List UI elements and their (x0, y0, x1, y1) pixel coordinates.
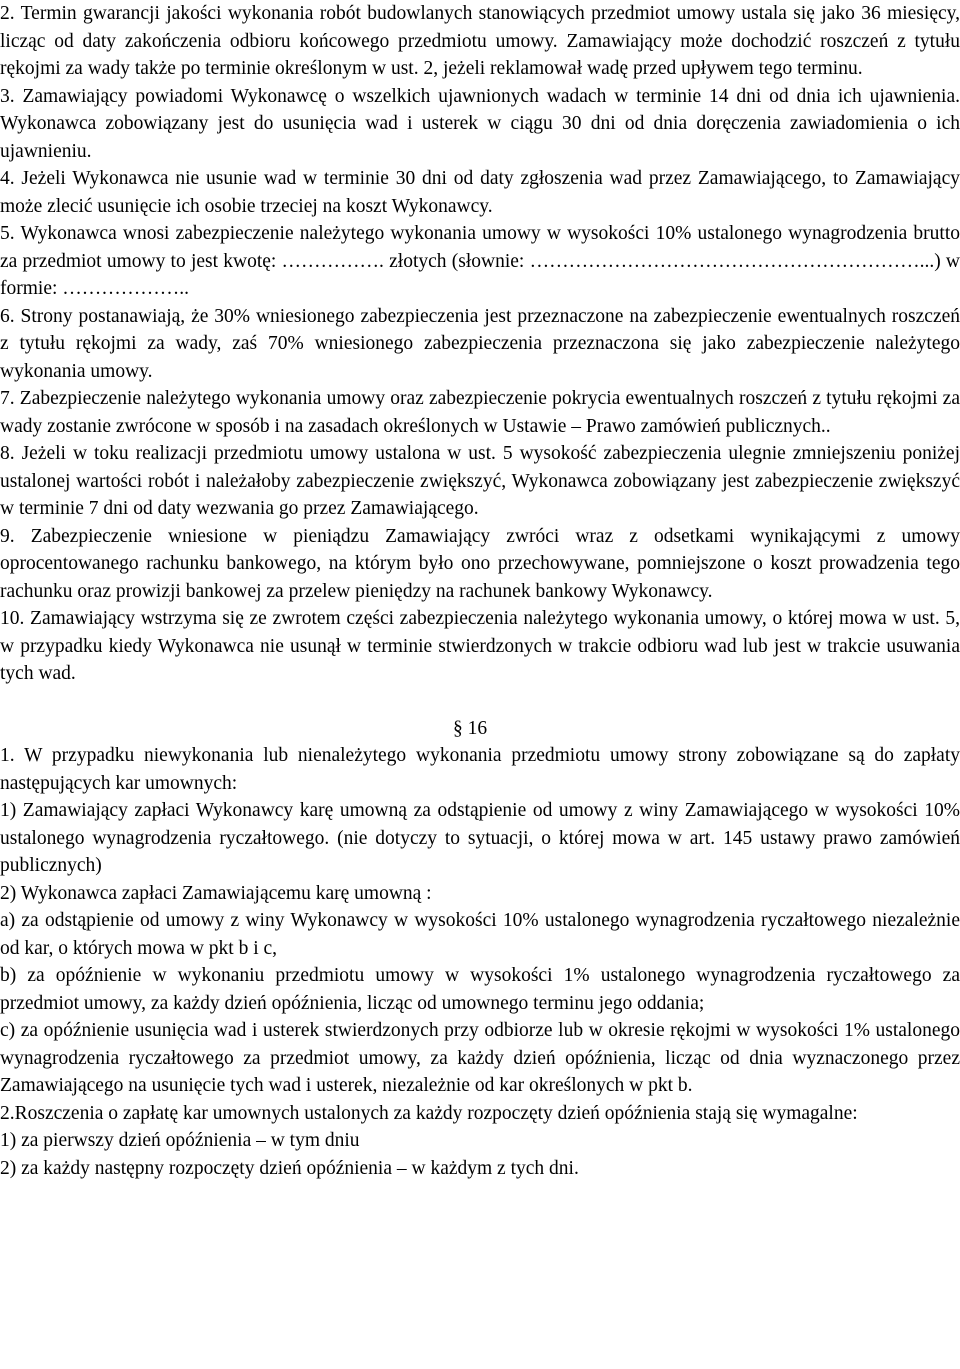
paragraph-performance-security: 5. Wykonawca wnosi zabezpieczenie należytego wykonania umowy w wysokości 10% ustalonego wynagrodzenia brutto za przedmiot umowy to jest kwotę: ……………. złotych (słownie: ……………………………………………………...) w formie: ……………….. (0, 223, 960, 299)
paragraph-penalty-b: b) za opóźnienie w wykonaniu przedmiotu umowy w wysokości 1% ustalonego wynagrodzenia ryczałtowego za przedmiot umowy, za każdy dzień opóźnienia, licząc od umownego terminu jego oddania; (0, 965, 960, 1014)
paragraph-penalty-contractor: 2) Wykonawca zapłaci Zamawiającemu karę umowną : (0, 882, 432, 904)
paragraph-defect-notification: 3. Zamawiający powiadomi Wykonawcę o wszelkich ujawnionych wadach w terminie 14 dni od dnia ich ujawnienia. Wykonawca zobowiązany jest do usunięcia wad i usterek w ciągu 30 dni od dnia doręczenia zawiadomienia o ich ujawnieniu. (0, 85, 960, 162)
paragraph-security-return: 7. Zabezpieczenie należytego wykonania umowy oraz zabezpieczenie pokrycia ewentualnych roszczeń z tytułu rękojmi za wady zostanie zwrócone w sposób i na zasadach określonych w Ustawie – Prawo zamówień publicznych.. (0, 388, 960, 437)
paragraph-security-increase: 8. Jeżeli w toku realizacji przedmiotu umowy ustalona w ust. 5 wysokość zabezpieczenia ulegnie zmniejszeniu poniżej ustalonej wartości robót i należałoby zabezpieczenie zwiększyć, Wykonawca zobowiązany jest zabezpieczenie zwiększyć w terminie 7 dni od daty wezwania go przez Zamawiającego. (0, 443, 960, 519)
paragraph-cash-security-interest: 9. Zabezpieczenie wniesione w pieniądzu Zamawiający zwróci wraz z odsetkami wynikającymi z umowy oprocentowanego rachunku bankowego, na którym było ono przechowywane, pomniejszone o koszt prowadzenia tego rachunku oraz prowizji bankowej za przelew pieniędzy na rachunek bankowy Wykonawcy. (0, 525, 960, 602)
section-heading: § 16 (452, 717, 488, 739)
paragraph-claims-next-days: 2) za każdy następny rozpoczęty dzień opóźnienia – w każdym z tych dni. (0, 1157, 579, 1179)
paragraph-security-split: 6. Strony postanawiają, że 30% wniesionego zabezpieczenia jest przeznaczone na zabezpieczenie ewentualnych roszczeń z tytułu rękojmi za wady, zaś 70% wniesionego zabezpieczenia przeznaczona się jako zabezpieczenie należytego wykonania umowy. (0, 305, 960, 382)
paragraph-penalty-c: c) za opóźnienie usunięcia wad i usterek stwierdzonych przy odbiorze lub w okresie rękojmi w wysokości 1% ustalonego wynagrodzenia ryczałtowego za przedmiot umowy, za każdy dzień opóźnienia, licząc od dnia wyznaczonego przez Zamawiającego na usunięcie tych wad i usterek, niezależnie od kar określonych w pkt b. (0, 1020, 960, 1096)
paragraph-penalty-employer: 1) Zamawiający zapłaci Wykonawcy karę umowną za odstąpienie od umowy z winy Zamawiającego w wysokości 10% ustalonego wynagrodzenia ryczałtowego. (nie dotyczy to sytuacji, o której mowa w art. 145 ustawy prawo zamówień publicznych) (0, 800, 960, 876)
paragraph-claims-first-day: 1) za pierwszy dzień opóźnienia – w tym dniu (0, 1130, 360, 1151)
paragraph-penalties-intro: 1. W przypadku niewykonania lub nienależytego wykonania przedmiotu umowy strony zobowiązane są do zapłaty następujących kar umownych: (0, 745, 960, 794)
paragraph-guarantee-term: 2. Termin gwarancji jakości wykonania robót budowlanych stanowiących przedmiot umowy ustala się jako 36 miesięcy, licząc od daty zakończenia odbioru końcowego przedmiotu umowy. Zamawiający może dochodzić roszczeń z tytułu rękojmi za wady także po terminie określonym w ust. 2, jeżeli reklamował wadę przed upływem tego terminu. (0, 3, 960, 79)
paragraph-security-withholding: 10. Zamawiający wstrzyma się ze zwrotem części zabezpieczenia należytego wykonania umowy, o której mowa w ust. 5, w przypadku kiedy Wykonawca nie usunął w terminie stwierdzonych w trakcie odbioru wad lub jest w trakcie usuwania tych wad. (0, 608, 960, 684)
paragraph-penalty-a: a) za odstąpienie od umowy z winy Wykonawcy w wysokości 10% ustalonego wynagrodzenia ryczałtowego niezależnie od kar, o których mowa w pkt b i c, (0, 910, 960, 959)
paragraph-claims-due: 2.Roszczenia o zapłatę kar umownych ustalonych za każdy rozpoczęty dzień opóźnienia stają się wymagalne: (0, 1102, 858, 1124)
paragraph-defect-removal: 4. Jeżeli Wykonawca nie usunie wad w terminie 30 dni od daty zgłoszenia wad przez Zamawiającego, to Zamawiający może zlecić usunięcie ich osobie trzeciej na koszt Wykonawcy. (0, 168, 960, 217)
